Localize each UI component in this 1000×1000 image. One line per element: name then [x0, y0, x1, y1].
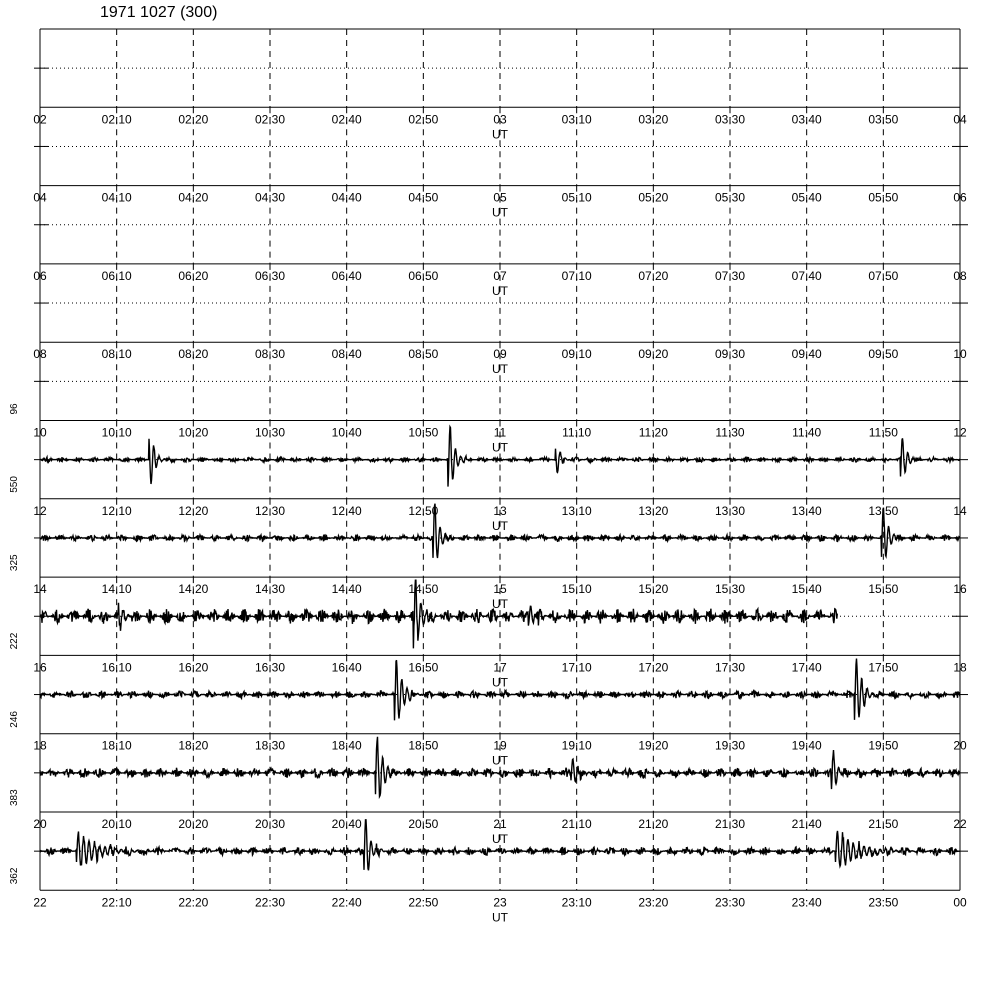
time-tick-label: 21:10: [561, 817, 592, 831]
ut-axis-label: UT: [492, 675, 508, 690]
time-tick-label: 10: [953, 347, 967, 362]
time-tick-label: 07:40: [791, 268, 822, 283]
time-tick-label: 11:10: [562, 425, 592, 440]
time-tick-label: 18:40: [331, 738, 362, 753]
time-tick-label: 06:40: [331, 268, 362, 283]
time-tick-label: 12:10: [101, 503, 132, 518]
time-tick-label: 18:50: [408, 738, 439, 753]
time-tick-label: 14:40: [331, 582, 362, 597]
time-tick-label: 02:20: [178, 112, 209, 127]
time-tick-label: 19:40: [791, 738, 822, 753]
time-tick-label: 16:50: [408, 660, 439, 675]
ut-axis-label: UT: [492, 362, 508, 377]
ut-axis-label: UT: [492, 283, 508, 298]
time-tick-label: 17:30: [714, 660, 746, 675]
row-amplitude-label: 383: [9, 789, 20, 806]
time-tick-label: 13: [493, 503, 507, 518]
time-tick-label: 19:30: [714, 738, 746, 753]
ut-axis-label: UT: [492, 205, 508, 220]
time-tick-label: 16: [953, 582, 967, 597]
time-tick-label: 10:10: [101, 425, 132, 440]
time-tick-label: 13:20: [638, 503, 669, 518]
time-tick-label: 14:10: [101, 582, 132, 597]
time-tick-label: 09:20: [638, 347, 669, 362]
time-tick-label: 17:20: [638, 660, 669, 675]
time-tick-label: 02:10: [101, 112, 132, 127]
time-tick-label: 08: [33, 347, 47, 362]
time-tick-label: 16:20: [178, 660, 209, 675]
time-tick-label: 02:30: [254, 112, 286, 127]
time-tick-label: 22: [33, 895, 47, 910]
time-tick-label: 11:20: [638, 425, 668, 440]
time-tick-label: 00: [953, 895, 967, 910]
time-tick-label: 04: [953, 112, 967, 127]
time-tick-label: 21:30: [714, 817, 746, 831]
time-tick-label: 04:20: [178, 190, 209, 205]
time-tick-label: 03:50: [868, 112, 899, 127]
time-tick-label: 12: [33, 503, 47, 518]
time-tick-label: 11:50: [868, 425, 898, 440]
time-tick-label: 20:50: [408, 817, 439, 831]
time-tick-label: 08:30: [254, 347, 286, 362]
time-tick-label: 23:50: [868, 895, 899, 910]
ut-axis-label: UT: [492, 440, 508, 455]
time-tick-label: 04:10: [101, 190, 132, 205]
time-tick-label: 03:40: [791, 112, 822, 127]
time-tick-label: 05: [493, 190, 507, 205]
time-tick-label: 19:50: [868, 738, 899, 753]
time-tick-label: 20: [953, 738, 967, 753]
time-tick-label: 23:40: [791, 895, 822, 910]
time-tick-label: 19: [493, 738, 507, 753]
time-tick-label: 15:20: [638, 582, 669, 597]
time-tick-label: 05:40: [791, 190, 822, 205]
time-tick-label: 12:50: [408, 503, 439, 518]
time-tick-label: 13:30: [714, 503, 746, 518]
time-tick-label: 22:30: [254, 895, 286, 910]
time-tick-label: 02:50: [408, 112, 439, 127]
time-tick-label: 15:50: [868, 582, 899, 597]
time-tick-label: 05:50: [868, 190, 899, 205]
time-tick-label: 14:50: [408, 582, 439, 597]
time-tick-label: 21: [493, 817, 507, 831]
time-tick-label: 08: [953, 268, 967, 283]
time-tick-label: 05:10: [561, 190, 592, 205]
time-tick-label: 07:10: [561, 268, 592, 283]
time-tick-label: 06:20: [178, 268, 209, 283]
time-tick-label: 05:20: [638, 190, 669, 205]
time-tick-label: 14: [953, 503, 967, 518]
time-tick-label: 23: [493, 895, 507, 910]
ut-axis-label: UT: [492, 597, 508, 612]
time-tick-label: 04:50: [408, 190, 439, 205]
time-tick-label: 09:10: [561, 347, 592, 362]
time-tick-label: 22:10: [101, 895, 132, 910]
time-tick-label: 06: [33, 268, 47, 283]
time-tick-label: 11: [493, 425, 507, 440]
ut-axis-label: UT: [492, 518, 508, 533]
time-tick-label: 21:40: [791, 817, 822, 831]
time-tick-label: 23:10: [561, 895, 592, 910]
time-tick-label: 20:40: [331, 817, 362, 831]
time-tick-label: 10: [33, 425, 47, 440]
time-tick-label: 04:30: [254, 190, 286, 205]
time-tick-label: 16:40: [331, 660, 362, 675]
time-tick-label: 13:50: [868, 503, 899, 518]
time-tick-label: 18:10: [101, 738, 132, 753]
time-tick-label: 15:40: [791, 582, 822, 597]
time-tick-label: 22:50: [408, 895, 439, 910]
time-tick-label: 09:30: [714, 347, 746, 362]
time-tick-label: 04: [33, 190, 47, 205]
time-tick-label: 11:30: [715, 425, 745, 440]
time-tick-label: 08:40: [331, 347, 362, 362]
time-tick-label: 19:10: [561, 738, 592, 753]
time-tick-label: 21:50: [868, 817, 899, 831]
time-tick-label: 14:20: [178, 582, 209, 597]
row-amplitude-label: 222: [9, 632, 20, 650]
time-tick-label: 06:30: [254, 268, 286, 283]
time-tick-label: 10:30: [254, 425, 286, 440]
time-tick-label: 22: [953, 817, 967, 831]
time-tick-label: 15:30: [714, 582, 746, 597]
time-tick-label: 04:40: [331, 190, 362, 205]
time-tick-label: 23:20: [638, 895, 669, 910]
time-tick-label: 02: [33, 112, 47, 127]
time-tick-label: 22:20: [178, 895, 209, 910]
time-tick-label: 06:10: [101, 268, 132, 283]
time-tick-label: 17: [493, 660, 507, 675]
row-amplitude-label: 96: [9, 403, 20, 415]
time-tick-label: 15: [493, 582, 507, 597]
time-tick-label: 12: [953, 425, 967, 440]
time-tick-label: 03: [493, 112, 507, 127]
time-tick-label: 08:10: [101, 347, 132, 362]
time-tick-label: 13:40: [791, 503, 822, 518]
time-tick-label: 06: [953, 190, 967, 205]
row-amplitude-label: 362: [9, 867, 20, 885]
time-tick-label: 11:40: [792, 425, 822, 440]
time-tick-label: 03:30: [714, 112, 746, 127]
time-tick-label: 10:50: [408, 425, 439, 440]
time-tick-label: 20:30: [254, 817, 286, 831]
row-amplitude-label: 325: [9, 554, 20, 572]
time-tick-label: 02:40: [331, 112, 362, 127]
time-tick-label: 20: [33, 817, 47, 831]
chart-title: 1971 1027 (300): [100, 4, 218, 21]
time-tick-label: 17:10: [561, 660, 592, 675]
time-tick-label: 06:50: [408, 268, 439, 283]
time-tick-label: 03:20: [638, 112, 669, 127]
time-tick-label: 09:50: [868, 347, 899, 362]
time-tick-label: 17:50: [868, 660, 899, 675]
time-tick-label: 13:10: [561, 503, 592, 518]
time-tick-label: 20:10: [101, 817, 132, 831]
time-tick-label: 08:50: [408, 347, 439, 362]
ut-axis-label: UT: [492, 910, 508, 925]
time-tick-label: 12:40: [331, 503, 362, 518]
time-tick-label: 09: [493, 347, 507, 362]
ut-axis-label: UT: [492, 753, 508, 768]
time-tick-label: 22:40: [331, 895, 362, 910]
time-tick-label: 16:10: [101, 660, 132, 675]
time-tick-label: 16:30: [254, 660, 286, 675]
time-tick-label: 07: [493, 268, 507, 283]
time-tick-label: 12:30: [254, 503, 286, 518]
time-tick-label: 18: [953, 660, 967, 675]
time-tick-label: 05:30: [714, 190, 746, 205]
time-tick-label: 17:40: [791, 660, 822, 675]
time-tick-label: 03:10: [561, 112, 592, 127]
time-tick-label: 14:30: [254, 582, 286, 597]
time-tick-label: 09:40: [791, 347, 822, 362]
time-tick-label: 19:20: [638, 738, 669, 753]
time-tick-label: 20:20: [178, 817, 209, 831]
time-tick-label: 07:20: [638, 268, 669, 283]
time-tick-label: 21:20: [638, 817, 669, 831]
ut-axis-label: UT: [492, 832, 508, 846]
time-tick-label: 23:30: [714, 895, 746, 910]
row-amplitude-label: 550: [9, 476, 20, 493]
time-tick-label: 18: [33, 738, 47, 753]
time-tick-label: 07:30: [714, 268, 746, 283]
time-tick-label: 08:20: [178, 347, 209, 362]
time-tick-label: 10:20: [178, 425, 209, 440]
ut-axis-label: UT: [492, 127, 508, 142]
time-tick-label: 15:10: [561, 582, 592, 597]
time-tick-label: 07:50: [868, 268, 899, 283]
row-amplitude-label: 246: [9, 711, 20, 728]
time-tick-label: 18:30: [254, 738, 286, 753]
time-tick-label: 10:40: [331, 425, 362, 440]
time-tick-label: 18:20: [178, 738, 209, 753]
time-tick-label: 14: [33, 582, 47, 597]
time-tick-label: 16: [33, 660, 47, 675]
time-tick-label: 12:20: [178, 503, 209, 518]
